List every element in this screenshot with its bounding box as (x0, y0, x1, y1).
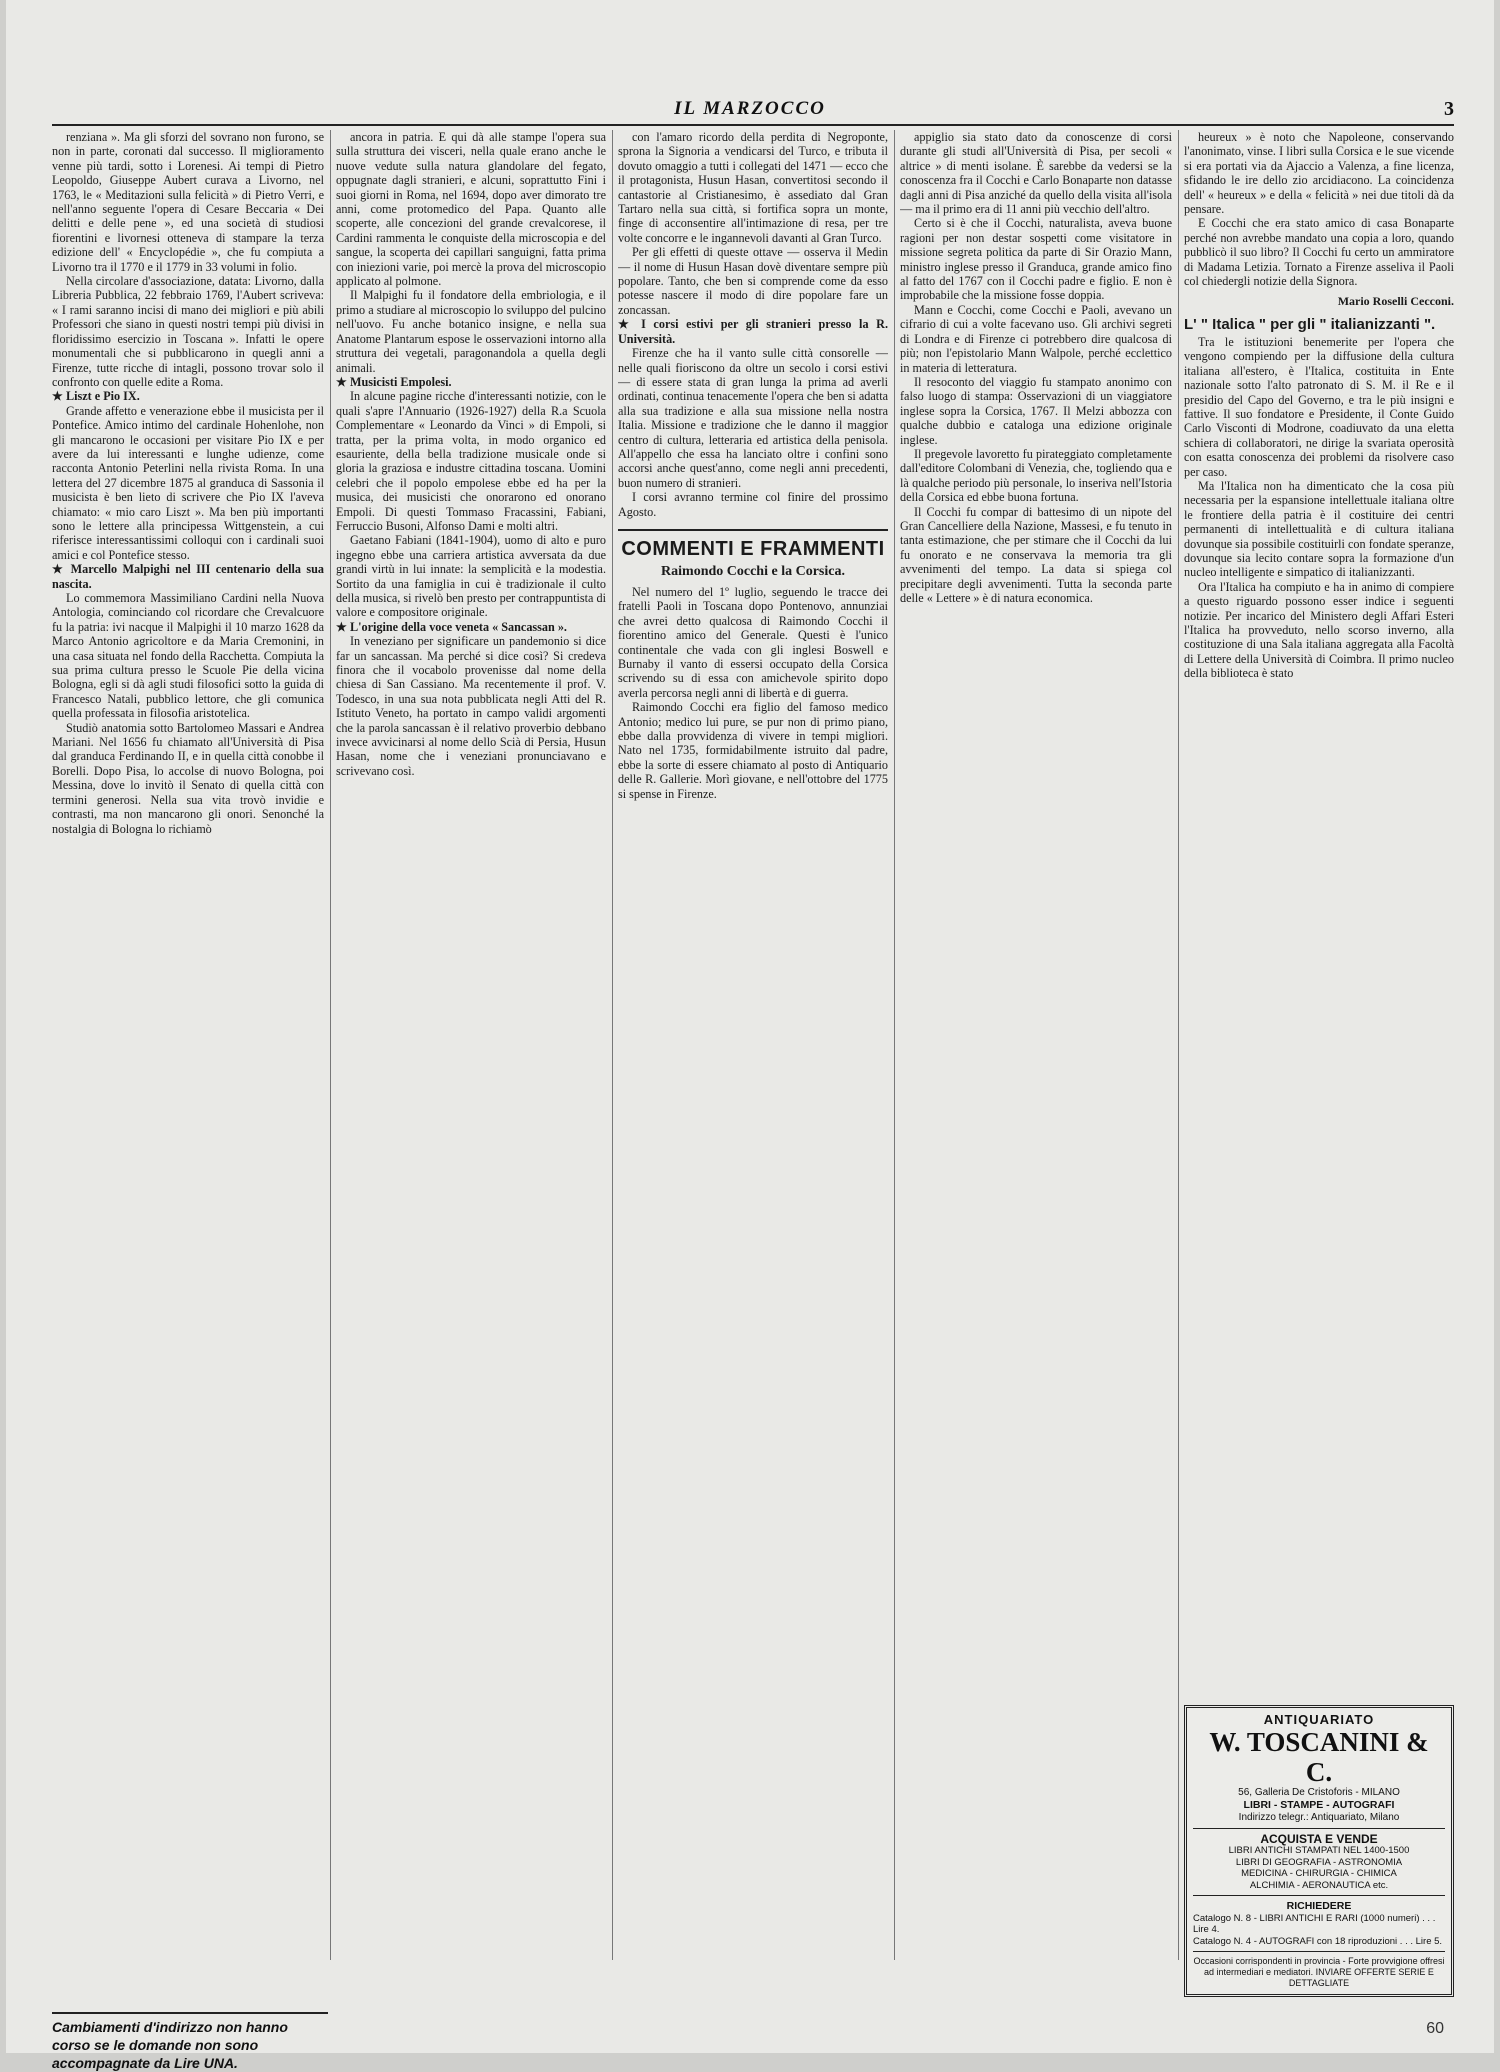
paragraph: heureux » è noto che Napoleone, conservando l'anonimato, vinse. I libri sulla Corsica e le sue vicende si era portati via da Ajaccio a Valenza, a fine licenza, sfidando le ire dello zio arcidiacono. La coincidenza dell' « heureux » e della « felicità » nei due titoli dà da pensare. (1184, 130, 1454, 217)
ad-address: 56, Galleria De Cristoforis - MILANO (1238, 1787, 1400, 1798)
masthead: IL MARZOCCO (674, 98, 826, 119)
header-rule (52, 124, 1454, 126)
column-3 (618, 130, 888, 2000)
ad-divider (1193, 1828, 1445, 1829)
column-1 (52, 130, 324, 2000)
page-number: 3 (1444, 98, 1454, 120)
column-divider (612, 130, 613, 1960)
section-subtitle: Raimondo Cocchi e la Corsica. (661, 563, 845, 579)
paragraph: In veneziano per significare un pandemonio si dice far un sancassan. Ma perché si dice così? Si credeva finora che il vocabolo provenisse dal nome della chiesa di San Cassiano. Ma recentemente il prof. V. Todesco, in una sua nota pubblicata negli Atti del R. Istituto Veneto, ha portato in campo validi argomenti che la parola sancassan è il relativo proverbio debbano invece avvicinarsi al nome dello Scià di Persia, Husun Hasan, nome che i veneziani pronunciavano e scrivevano così. (336, 634, 606, 778)
paragraph: Certo si è che il Cocchi, naturalista, aveva buone ragioni per non destar sospetti come visitatore in missione segreta politica da parte di Sir Orazio Mann, ministro inglese presso il Granduca, grande amico fino al fatto del 1767 con il Cocchi padre e figlio. E non è improbabile che la missione fosse doppia. (900, 216, 1172, 303)
ad-tagline: LIBRI - STAMPE - AUTOGRAFI (1243, 1799, 1395, 1811)
ad-request-title: RICHIEDERE (1286, 1900, 1352, 1912)
paragraph: In alcune pagine ricche d'interessanti notizie, con le quali s'apre l'Annuario (1926-1927) della R.a Scuola Complementare « Leonardo da Vinci » di Empoli, si tratta, per la prima volta, in modo organico ed esauriente, della bella tradizione musicale onde si gloria la graziosa e industre cittadina toscana. Uomini celebri che il popolo empolese ebbe ed ha per la musica, dei musicisti che onorarono ed onorano Empoli. Di questi Tommaso Fracassini, Fabiani, Ferruccio Busoni, Alfonso Dami e molti altri. (336, 389, 606, 533)
page-header (6, 98, 1494, 132)
article-title-italica: L' " Italica " per gli " italianizzanti ". (1184, 315, 1436, 333)
ad-catalog: Catalogo N. 8 - LIBRI ANTICHI E RARI (1000 numeri) . . . Lire 4. (1193, 1912, 1436, 1935)
article-heading-sancassan: ★ L'origine della voce veneta « Sancassan ». (336, 619, 567, 634)
paragraph: Lo commemora Massimiliano Cardini nella Nuova Antologia, cominciando col ricordare che Crevalcuore fu la patria: ivi nacque il Malpighi il 10 marzo 1628 da Marco Antonio agricoltore e da Maria Cremonini, in una casa situata nel fondo della Racchetta. Compiuta la sua prima cultura presso le Scuole Pie della vicina Bologna, egli si dà agli studi filosofici sotto la guida di Francesco Natali, pubblico lettore, che gli comunica quella professata in filosofia aristotelica. (52, 591, 324, 721)
ad-footer: Occasioni corrispondenti in provincia - Forte provvigione offresi ad intermediari e mediatori. INVIARE OFFERTE SERIE E DETTAGLIATE (1193, 1956, 1445, 1988)
ad-list-item: LIBRI ANTICHI STAMPATI NEL 1400-1500 (1228, 1845, 1410, 1856)
paragraph: Nel numero del 1º luglio, seguendo le tracce dei fratelli Paoli in Toscana dopo Pontenovo, annunziai che avrei detto qualcosa di Raimondo Cocchi il fiorentino amico del Generale. Questi è l'unico continentale che vada con gli inglesi Boswell e Burnaby il vanto di essersi occupato della Corsica scrivendo su di essa con amichevole spirito dopo averla percorsa negli anni di libertà e di guerra. (618, 584, 888, 700)
advertisement-toscanini (1184, 1705, 1454, 1997)
paragraph: Grande affetto e venerazione ebbe il musicista per il Pontefice. Amico intimo del cardinale Hohenlohe, non gli mancarono le occasioni per visitare Pio IX e per avere da lui interessanti e lunghe udienze, come racconta Antonio Peterlini nella rivista Roma. In una lettera del 27 dicembre 1875 al granduca di Sassonia il musicista è ben lieto di scrivere che Pio IX l'aveva chiamato: « mio caro Liszt ». Ma ben più importanti sono le lettere alla principessa Wittgenstein, a cui riferisce interessantissimi colloqui con i cardinali suoi amici e col Pontefice stesso. (52, 403, 324, 562)
paragraph: ancora in patria. E qui dà alle stampe l'opera sua sulla struttura dei visceri, nella quale erano anche le nuove vedute sulla natura glandolare del fegato, oppugnate dagli stranieri, e alcuni, soprattutto Fini i suoi giorni in Roma, nel 1694, dopo aver dimorato tre anni, come protomedico del Papa. Quanto alle scoperte, alle concezioni del grande crevalcorese, il Cardini rammenta le conquiste della microscopia e del sangue, la scoperta dei capillari sanguigni, fatta prima con iniezioni varie, poi mercè la prova del microscopio applicato al polmone. (336, 130, 606, 289)
ad-company-name: W. TOSCANINI & C. (1209, 1727, 1429, 1787)
paragraph: E Cocchi che era stato amico di casa Bonaparte perché non avrebbe mandato una copia a loro, quando pubblicò il suo libro? Il Cocchi fu certo un ammiratore di Madama Letizia. Tornato a Firenze asseliva il Paoli col chiedergli notizie della Signora. (1184, 216, 1454, 289)
ad-kicker: ANTIQUARIATO (1263, 1712, 1375, 1727)
paragraph: Il Malpighi fu il fondatore della embriologia, e il primo a studiare al microscopio lo sviluppo del pulcino nell'uovo. Fu anche botanico insigne, e nella sua Anatome Plantarum espose le osservazioni intorno alla struttura dei vegetali, paragonandola a quella degli animali. (336, 288, 606, 375)
article-heading-corsi-estivi: ★ I corsi estivi per gli stranieri presso la R. Università. (618, 317, 888, 346)
article-heading-liszt: ★ Liszt e Pio IX. (52, 389, 140, 404)
newspaper-page (6, 0, 1494, 2071)
paragraph: Raimondo Cocchi era figlio del famoso medico Antonio; medico lui pure, se pur non di primo piano, ebbe dalla provvidenza di vivere in tempi migliori. Nato nel 1735, formidabilmente istruito dal padre, ebbe la sorte di essere chiamato al posto di Antiquario delle R. Gallerie. Morì giovane, e nell'ottobre del 1775 si spense in Firenze. (618, 700, 888, 801)
ad-list-item: LIBRI DI GEOGRAFIA - ASTRONOMIA (1235, 1856, 1403, 1868)
ad-telegraph: Indirizzo telegr.: Antiquariato, Milano (1238, 1811, 1400, 1823)
column-divider (1178, 130, 1179, 1960)
ad-buy-sell: ACQUISTA E VENDE (1260, 1831, 1378, 1846)
handwritten-page-number: 60 (1426, 2020, 1444, 2037)
paragraph: Mann e Cocchi, come Cocchi e Paoli, avevano un cifrario di cui a volte facevano uso. Gli archivi segreti di Londra e di Firenze ci potrebbero dire qualcosa di più; non l'epistolario Mann Walpole, perché ecclettico in materia di letteratura. (900, 302, 1172, 375)
ad-catalog: Catalogo N. 4 - AUTOGRAFI con 18 riproduzioni . . . Lire 5. (1193, 1935, 1443, 1947)
column-divider (894, 130, 895, 1960)
paragraph: Gaetano Fabiani (1841-1904), uomo di alto e puro ingegno ebbe una carriera artistica avversata da due grandi virtù in lui innate: la semplicità e la modestia. Sortito da una famiglia in cui è tradizionale il culto della musica, si rivelò ben presto per contrappuntista di valore e compositore originale. (336, 533, 606, 620)
address-change-notice: Cambiamenti d'indirizzo non hanno corso se le domande non sono accompagnate da Lire UNA. (52, 2012, 328, 2072)
paragraph: Nella circolare d'associazione, datata: Livorno, dalla Libreria Pubblica, 22 febbraio 1769, l'Aubert scriveva: « I rami saranno incisi di mano dei migliori e più abili Professori che siano in questi nostri tempi più divisi in floridissimo esercizio in Toscana ». Infatti le opere monumentali che si pubblicarono in quegli anni a Firenze, tutte ricche di intagli, possono trovar solo il confronto con quelle edite a Roma. (52, 274, 324, 389)
paragraph: Studiò anatomia sotto Bartolomeo Massari e Andrea Mariani. Nel 1656 fu chiamato all'Università di Pisa dal granduca Ferdinando II, e in quella città conobbe il Borelli. Dopo Pisa, lo accolse di nuovo Bologna, poi Messina, dove lo invitò il Senato di quella città con termini generosi. Nella sua vita trovò invidie e contrasti, ma non mancarono gli onori. Senonché la nostalgia di Bologna lo richiamò (52, 720, 324, 836)
column-4 (900, 130, 1172, 2000)
ad-list-item: ALCHIMIA - AERONAUTICA etc. (1249, 1879, 1389, 1891)
paragraph: Ma l'Italica non ha dimenticato che la cosa più necessaria per la espansione intellettuale italiana oltre le frontiere della patria è il costituire dei centri permanenti di intellettualità e di cultura italiana dovunque sia possibile costituirli con fondate speranze, dovunque sia lecito contare sopra la formazione d'un nucleo intelligente e simpatico di italianizzanti. (1184, 478, 1454, 580)
paragraph: con l'amaro ricordo della perdita di Negroponte, sprona la Signoria a vendicarsi del Turco, e tributa il dovuto omaggio a tutti i collegati del 1471 — ecco che il protagonista, Husun Hasan, convertitosi secondo il cantastorie al Cristianesimo, è assediato dal Gran Tartaro nella sua città, si fortifica sopra un monte, finge di acconsentire all'intimazione di resa, per tre volte concorre e le ingannevoli davanti al Gran Turco. (618, 130, 888, 245)
paragraph: Ora l'Italica ha compiuto e ha in animo di compiere a questo riguardo possono esser indice i seguenti notizie. Per incarico del Ministero degli Affari Esteri l'Italica ha provveduto, nello scorso inverno, alla costituzione di una Sala italiana aggregata alla Facoltà di Lettere della Università di Coimbra. Il primo nucleo della biblioteca è stato (1184, 579, 1454, 681)
column-5 (1184, 130, 1454, 1700)
ad-divider (1193, 1895, 1445, 1896)
article-heading-musicisti: ★ Musicisti Empolesi. (336, 374, 452, 389)
paragraph: Il Cocchi fu compar di battesimo di un nipote del Gran Cancelliere della Nazione, Massesi, e fu tenuto in tanta estimazione, che per stimare che il Cocchi da lui fu onorato e ne conservava la memoria tra gli avvenimenti del tempo. La data si spiega col precipitare degli avvenimenti. Tutta la seconda parte delle « Lettere » è di natura economica. (900, 504, 1172, 605)
column-2 (336, 130, 606, 2000)
section-title: COMMENTI E FRAMMENTI (618, 529, 888, 561)
paragraph: I corsi avranno termine col finire del prossimo Agosto. (618, 490, 888, 519)
ad-divider (1193, 1951, 1445, 1952)
paragraph: Firenze che ha il vanto sulle città consorelle — nelle quali fioriscono da oltre un secolo i corsi estivi — di essere stata di gran lunga la prima ad averli ordinati, continua tenacemente l'opera che ben si adatta alla sua tradizione e alla sua missione nella nostra Italia. Missione e tradizione che le danno il maggior centro di cultura, letteraria ed artistica della penisola. All'appello che essa ha lanciato oltre i confini sono accorsi anche quest'anno, come negli anni precedenti, buon numero di stranieri. (618, 346, 888, 490)
paragraph: appiglio sia stato dato da conoscenze di corsi durante gli studi all'Università di Pisa, per secoli « altrice » di menti isolane. È sarebbe da vedersi se la conoscenza fra il Cocchi e Carlo Bonaparte non datasse dagli anni di Pisa anziché da quello della visita all'isola — ma il primo era di 11 anni più vecchio dell'altro. (900, 130, 1172, 217)
paragraph: Per gli effetti di queste ottave — osserva il Medin — il nome di Husun Hasan dovè diventare sempre più popolare. Tanto, che ben si comprende come da esso potesse nascere il modo di dire popolare fare un zoncassan. (618, 245, 888, 317)
paragraph: renziana ». Ma gli sforzi del sovrano non furono, se non in parte, coronati dal successo. Il miglioramento venne più tardi, sotto i Lorenesi. Ai tempi di Pietro Leopoldo, Giuseppe Aubert curava a Livorno, nel 1763, le « Meditazioni sulla felicità » di Pietro Verri, e nell'anno seguente l'opera di Cesare Beccaria « Dei delitti e delle pene », ed una società di studiosi fiorentini e livornesi otteneva di stampare la terza edizione dell' « Encyclopédie », che fu compiuta a Livorno tra il 1770 e il 1779 in 33 volumi in folio. (52, 130, 324, 274)
article-heading-malpighi: ★ Marcello Malpighi nel III centenario della sua nascita. (52, 562, 324, 591)
column-divider (330, 130, 331, 1960)
author-signature: Mario Roselli Cecconi. (1337, 294, 1454, 309)
paragraph: Il resoconto del viaggio fu stampato anonimo con falso luogo di stampa: Osservazioni di un viaggiatore inglese sopra la Corsica, 1767. Il Melzi abbozza con qualche dubbio e cataloga una edizione originale inglese. (900, 374, 1172, 447)
ad-list-item: MEDICINA - CHIRURGIA - CHIMICA (1241, 1868, 1397, 1879)
paragraph: Il pregevole lavoretto fu pirateggiato completamente dall'editore Colombani di Venezia, che, togliendo qua e là qualche periodo più personale, lo inseriva nell'Istoria della Corsica ed ebbe buona fortuna. (900, 446, 1172, 505)
paragraph: Tra le istituzioni benemerite per l'opera che vengono compiendo per la diffusione della cultura italiana all'estero, è l'Italica, costituita in Ente nazionale sotto l'alto patronato di S. M. il Re e il presidio del Capo del Governo, e tra le più insigni e fattive. Il suo fondatore e Presidente, il Conte Guido Carlo Visconti di Modrone, coadiuvato da una eletta schiera di collaboratori, ne dirige la svariata operosità con esatta conoscenza dei problemi da risolvere caso per caso. (1184, 334, 1454, 479)
